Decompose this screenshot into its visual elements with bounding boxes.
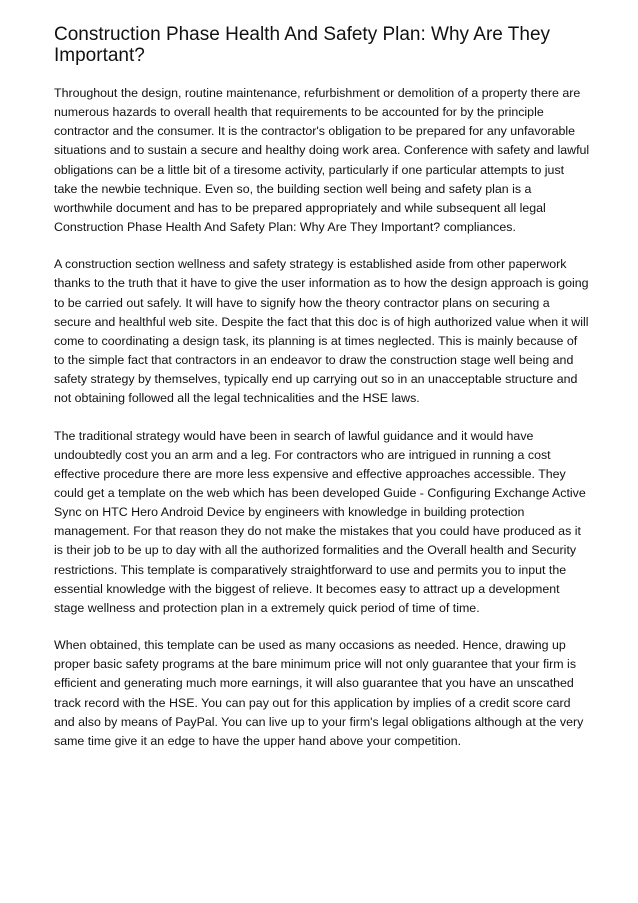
paragraph-1: Throughout the design, routine maintenance, refurbishment or demolition of a property there are numerous hazards to overall health that requirements to be accounted for by the principle contractor and the consumer. It is the contractor's obligation to be prepared for any unfavorable situations and to sustain a secure and healthy doing work area. Conference with safety and lawful obligations can be a little bit of a tiresome activity, particularly if one particular attempts to just take the newbie technique. Even so, the building section well being and safety plan is a worthwhile document and has to be prepared appropriately and while subsequent all legal Construction Phase Health And Safety Plan: Why Are They Important? compliances. [54,86,590,235]
paragraph-3: The traditional strategy would have been in search of lawful guidance and it would have undoubtedly cost you an arm and a leg. For contractors who are intrigued in running a cost effective procedure there are more less expensive and effective approaches accessible. They could get a template on the web which has been developed Guide - Configuring Exchange Active Sync on HTC Hero Android Device by engineers with knowledge in building protection management. For that reason they do not make the mistakes that you could have produced as it is their job to be up to day with all the authorized formalities and the Overall health and Security restrictions. This template is comparatively straightforward to use and permits you to input the essential knowledge with the biggest of relieve. It becomes easy to attract up a development stage wellness and protection plan in a extremely quick period of time of time. [54,428,586,615]
document-page [54,24,590,769]
page-title: Construction Phase Health And Safety Plan: Why Are They Important? [54,24,551,66]
paragraph-4: When obtained, this template can be used as many occasions as needed. Hence, drawing up proper basic safety programs at the bare minimum price will not only guarantee that your firm is efficient and generating much more earnings, it will also guarantee that you have an unscathed track record with the HSE. You can pay out for this application by implies of a credit score card and also by means of PayPal. You can live up to your firm's legal obligations although at the very same time give it an edge to have the upper hand above your competition. [54,638,584,748]
paragraph-2: A construction section wellness and safety strategy is established aside from other paperwork thanks to the truth that it have to give the user information as to how the design approach is going to be carried out safely. It will have to signify how the theory contractor plans on securing a secure and healthful web site. Despite the fact that this doc is of high authorized value when it will come to coordinating a design task, its planning is at times neglected. This is mainly because of to the simple fact that contractors in an endeavor to draw the construction stage well being and safety strategy by themselves, typically end up carrying out so in an unacceptable structure and not obtaining followed all the legal technicalities and the HSE laws. [54,257,589,406]
